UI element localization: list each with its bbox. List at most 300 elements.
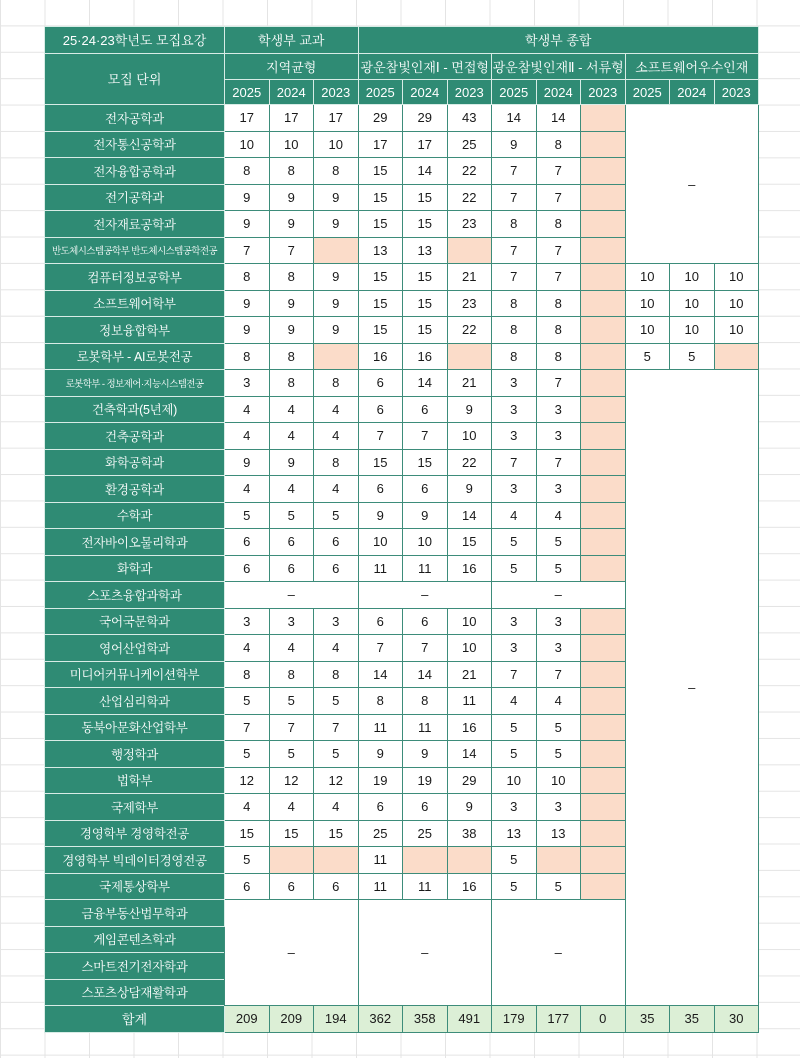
value-cell [581, 635, 626, 662]
value-cell: 12 [225, 767, 270, 794]
year-header: 2024 [403, 80, 448, 105]
value-cell: 25 [358, 820, 403, 847]
value-cell: 6 [358, 476, 403, 503]
value-cell: 7 [269, 237, 314, 264]
dash-cell: – [225, 582, 359, 609]
value-cell: 25 [403, 820, 448, 847]
table-row [45, 343, 759, 370]
table-row [45, 290, 759, 317]
value-cell: 15 [403, 211, 448, 238]
value-cell: 7 [358, 423, 403, 450]
total-cell: 30 [714, 1006, 759, 1033]
value-cell [581, 688, 626, 715]
value-cell: 9 [269, 290, 314, 317]
value-cell: 15 [403, 290, 448, 317]
year-header: 2025 [225, 80, 270, 105]
value-cell: 17 [358, 131, 403, 158]
value-cell: 8 [536, 131, 581, 158]
value-cell [581, 105, 626, 132]
value-cell: 10 [714, 317, 759, 344]
value-cell: 4 [269, 794, 314, 821]
year-header: 2023 [314, 80, 359, 105]
dept-name: 전자재료공학과 [45, 211, 225, 238]
value-cell: 5 [225, 502, 270, 529]
value-cell: 10 [714, 290, 759, 317]
value-cell: 3 [225, 370, 270, 397]
value-cell: 14 [403, 370, 448, 397]
value-cell: 16 [447, 714, 492, 741]
year-header: 2023 [714, 80, 759, 105]
value-cell: 5 [269, 688, 314, 715]
value-cell: 10 [536, 767, 581, 794]
value-cell: 6 [403, 396, 448, 423]
value-cell [581, 555, 626, 582]
value-cell [581, 317, 626, 344]
dept-name: 환경공학과 [45, 476, 225, 503]
sub-header-myeonjeop: 광운참빛인재Ⅰ - 면접형 [358, 53, 492, 80]
dept-name: 반도체시스템공학부 반도체시스템공학전공 [45, 237, 225, 264]
value-cell [581, 423, 626, 450]
value-cell: 16 [403, 343, 448, 370]
value-cell: 16 [358, 343, 403, 370]
dept-name: 건축공학과 [45, 423, 225, 450]
value-cell: 8 [492, 317, 537, 344]
year-header: 2025 [358, 80, 403, 105]
year-header: 2025 [625, 80, 670, 105]
value-cell: 5 [314, 741, 359, 768]
value-cell: 3 [492, 423, 537, 450]
value-cell: 10 [447, 423, 492, 450]
value-cell: 4 [536, 502, 581, 529]
value-cell [314, 237, 359, 264]
value-cell: 12 [269, 767, 314, 794]
total-row [45, 1006, 759, 1033]
value-cell: 9 [225, 184, 270, 211]
value-cell: 10 [670, 290, 715, 317]
dash-cell: – [358, 582, 492, 609]
value-cell: 7 [492, 449, 537, 476]
value-cell: 5 [492, 555, 537, 582]
value-cell: 5 [314, 502, 359, 529]
value-cell: 19 [403, 767, 448, 794]
value-cell: 7 [536, 237, 581, 264]
dept-name: 동북아문화산업학부 [45, 714, 225, 741]
value-cell: 13 [492, 820, 537, 847]
value-cell [581, 502, 626, 529]
table-row [45, 264, 759, 291]
year-header: 2023 [581, 80, 626, 105]
value-cell: 6 [225, 529, 270, 556]
value-cell: 8 [269, 370, 314, 397]
value-cell: 22 [447, 317, 492, 344]
value-cell [581, 184, 626, 211]
value-cell: 8 [269, 264, 314, 291]
dept-name: 컴퓨터정보공학부 [45, 264, 225, 291]
value-cell: 9 [225, 290, 270, 317]
value-cell: 10 [625, 317, 670, 344]
value-cell: 15 [358, 184, 403, 211]
value-cell: 4 [225, 423, 270, 450]
value-cell [581, 714, 626, 741]
value-cell: 4 [314, 635, 359, 662]
value-cell: 22 [447, 184, 492, 211]
sub-header-seoryu: 광운참빛인재Ⅱ - 서류형 [492, 53, 626, 80]
value-cell: 6 [269, 529, 314, 556]
value-cell: 8 [225, 343, 270, 370]
value-cell [581, 211, 626, 238]
dept-name: 전기공학과 [45, 184, 225, 211]
value-cell: 11 [403, 873, 448, 900]
value-cell: 12 [314, 767, 359, 794]
value-cell: 3 [536, 396, 581, 423]
value-cell: 7 [492, 184, 537, 211]
dept-name: 스마트전기전자학과 [45, 953, 225, 980]
sub-header-software: 소프트웨어우수인재 [625, 53, 759, 80]
value-cell: 11 [358, 873, 403, 900]
value-cell: 15 [447, 529, 492, 556]
value-cell [581, 343, 626, 370]
value-cell: 9 [225, 317, 270, 344]
value-cell: 9 [403, 741, 448, 768]
value-cell [581, 767, 626, 794]
value-cell: 10 [625, 290, 670, 317]
value-cell: 10 [625, 264, 670, 291]
value-cell: 9 [358, 741, 403, 768]
value-cell: 4 [314, 794, 359, 821]
value-cell: 21 [447, 661, 492, 688]
value-cell: 6 [403, 608, 448, 635]
value-cell: 14 [358, 661, 403, 688]
value-cell: 5 [314, 688, 359, 715]
dept-name: 로봇학부 - AI로봇전공 [45, 343, 225, 370]
value-cell: 10 [358, 529, 403, 556]
value-cell: 8 [225, 264, 270, 291]
value-cell: 10 [403, 529, 448, 556]
value-cell: 8 [492, 290, 537, 317]
dept-name: 게임콘텐츠학과 [45, 926, 225, 953]
dash-cell: – [625, 370, 759, 1006]
value-cell: 5 [536, 555, 581, 582]
value-cell: 4 [269, 396, 314, 423]
dash-cell: – [225, 900, 359, 1006]
table-row [45, 317, 759, 344]
sub-header-jiyeok: 지역균형 [225, 53, 359, 80]
value-cell: 8 [536, 317, 581, 344]
year-header: 2025 [492, 80, 537, 105]
group-header-jonghap: 학생부 종합 [358, 27, 759, 54]
value-cell: 9 [269, 449, 314, 476]
value-cell: 8 [492, 343, 537, 370]
value-cell: 7 [536, 661, 581, 688]
value-cell: 23 [447, 290, 492, 317]
total-cell: 0 [581, 1006, 626, 1033]
value-cell: 9 [314, 290, 359, 317]
value-cell: 3 [492, 476, 537, 503]
value-cell: 7 [492, 264, 537, 291]
value-cell: 9 [447, 396, 492, 423]
value-cell: 15 [225, 820, 270, 847]
value-cell [714, 343, 759, 370]
value-cell: 9 [358, 502, 403, 529]
dept-name: 스포츠융합과학과 [45, 582, 225, 609]
dept-name: 스포츠상담재활학과 [45, 979, 225, 1006]
value-cell: 9 [269, 317, 314, 344]
value-cell: 23 [447, 211, 492, 238]
value-cell [447, 343, 492, 370]
value-cell: 6 [269, 555, 314, 582]
value-cell: 6 [314, 873, 359, 900]
dept-name: 전자융합공학과 [45, 158, 225, 185]
value-cell: 21 [447, 370, 492, 397]
value-cell: 7 [536, 449, 581, 476]
dept-name: 국제학부 [45, 794, 225, 821]
value-cell: 8 [269, 343, 314, 370]
value-cell: 6 [225, 873, 270, 900]
value-cell: 9 [314, 184, 359, 211]
value-cell [581, 529, 626, 556]
dept-name: 국제통상학부 [45, 873, 225, 900]
value-cell: 4 [492, 688, 537, 715]
value-cell: 15 [403, 264, 448, 291]
value-cell: 9 [269, 184, 314, 211]
value-cell: 5 [492, 873, 537, 900]
value-cell: 13 [536, 820, 581, 847]
total-cell: 358 [403, 1006, 448, 1033]
value-cell: 5 [492, 529, 537, 556]
year-header: 2024 [670, 80, 715, 105]
value-cell: 6 [269, 873, 314, 900]
value-cell: 10 [714, 264, 759, 291]
value-cell: 11 [403, 555, 448, 582]
value-cell [581, 237, 626, 264]
value-cell: 5 [492, 847, 537, 874]
group-header-gyogwa: 학생부 교과 [225, 27, 359, 54]
value-cell: 7 [225, 237, 270, 264]
value-cell [581, 661, 626, 688]
value-cell: 15 [358, 264, 403, 291]
admission-quota-table [44, 26, 759, 1033]
value-cell: 5 [225, 688, 270, 715]
total-cell: 177 [536, 1006, 581, 1033]
value-cell: 22 [447, 449, 492, 476]
value-cell: 5 [670, 343, 715, 370]
value-cell: 4 [314, 423, 359, 450]
value-cell: 3 [536, 608, 581, 635]
value-cell: 6 [358, 794, 403, 821]
total-cell: 209 [269, 1006, 314, 1033]
unit-header: 모집 단위 [45, 53, 225, 105]
dash-cell: – [358, 900, 492, 1006]
value-cell: 15 [403, 317, 448, 344]
value-cell: 9 [314, 317, 359, 344]
value-cell [581, 608, 626, 635]
value-cell: 13 [358, 237, 403, 264]
value-cell: 15 [358, 449, 403, 476]
value-cell: 8 [269, 158, 314, 185]
year-header: 2024 [536, 80, 581, 105]
value-cell: 7 [536, 184, 581, 211]
value-cell: 17 [403, 131, 448, 158]
value-cell [581, 370, 626, 397]
dept-name: 전자바이오물리학과 [45, 529, 225, 556]
total-cell: 179 [492, 1006, 537, 1033]
value-cell: 8 [225, 158, 270, 185]
value-cell: 4 [492, 502, 537, 529]
value-cell: 21 [447, 264, 492, 291]
value-cell: 15 [358, 290, 403, 317]
value-cell: 14 [536, 105, 581, 132]
value-cell: 43 [447, 105, 492, 132]
value-cell: 14 [403, 661, 448, 688]
value-cell: 7 [536, 264, 581, 291]
value-cell: 16 [447, 873, 492, 900]
value-cell: 4 [225, 635, 270, 662]
value-cell: 7 [492, 661, 537, 688]
dept-name: 로봇학부 - 정보제어·지능시스템전공 [45, 370, 225, 397]
value-cell: 14 [447, 502, 492, 529]
value-cell: 14 [403, 158, 448, 185]
value-cell: 9 [447, 476, 492, 503]
dash-cell: – [492, 900, 626, 1006]
value-cell [581, 264, 626, 291]
year-header: 2024 [269, 80, 314, 105]
value-cell [581, 449, 626, 476]
value-cell [581, 794, 626, 821]
dept-name: 영어산업학과 [45, 635, 225, 662]
value-cell: 8 [314, 661, 359, 688]
value-cell: 3 [225, 608, 270, 635]
total-cell: 35 [670, 1006, 715, 1033]
value-cell [447, 237, 492, 264]
value-cell: 17 [269, 105, 314, 132]
value-cell: 5 [536, 529, 581, 556]
value-cell: 9 [492, 131, 537, 158]
dept-name: 국어국문학과 [45, 608, 225, 635]
table-row [45, 105, 759, 132]
value-cell: 8 [403, 688, 448, 715]
value-cell: 6 [358, 396, 403, 423]
total-label: 합계 [45, 1006, 225, 1033]
value-cell: 10 [447, 608, 492, 635]
value-cell: 7 [269, 714, 314, 741]
value-cell: 4 [225, 396, 270, 423]
value-cell: 4 [225, 476, 270, 503]
value-cell [581, 820, 626, 847]
value-cell: 14 [492, 105, 537, 132]
value-cell: 7 [492, 158, 537, 185]
value-cell: 8 [314, 449, 359, 476]
value-cell [581, 158, 626, 185]
total-cell: 194 [314, 1006, 359, 1033]
value-cell: 17 [225, 105, 270, 132]
value-cell [403, 847, 448, 874]
value-cell: 16 [447, 555, 492, 582]
value-cell: 7 [403, 423, 448, 450]
value-cell: 9 [314, 211, 359, 238]
value-cell: 5 [492, 741, 537, 768]
value-cell: 6 [358, 370, 403, 397]
value-cell: 8 [314, 370, 359, 397]
value-cell: 15 [403, 184, 448, 211]
year-header: 2023 [447, 80, 492, 105]
value-cell: 9 [314, 264, 359, 291]
value-cell: 10 [492, 767, 537, 794]
value-cell: 5 [269, 741, 314, 768]
value-cell: 17 [314, 105, 359, 132]
dash-cell: – [625, 105, 759, 264]
value-cell [581, 476, 626, 503]
value-cell: 29 [447, 767, 492, 794]
value-cell: 8 [492, 211, 537, 238]
value-cell: 11 [447, 688, 492, 715]
dept-name: 소프트웨어학부 [45, 290, 225, 317]
dept-name: 정보융합학부 [45, 317, 225, 344]
value-cell: 10 [225, 131, 270, 158]
value-cell: 3 [536, 476, 581, 503]
value-cell: 4 [314, 396, 359, 423]
value-cell: 7 [492, 237, 537, 264]
value-cell: 5 [625, 343, 670, 370]
value-cell: 8 [314, 158, 359, 185]
value-cell: 13 [403, 237, 448, 264]
dept-name: 법학부 [45, 767, 225, 794]
value-cell: 9 [403, 502, 448, 529]
value-cell: 10 [447, 635, 492, 662]
value-cell: 10 [269, 131, 314, 158]
table-title: 25·24·23학년도 모집요강 [45, 27, 225, 54]
value-cell [581, 396, 626, 423]
value-cell: 3 [492, 794, 537, 821]
dept-name: 산업심리학과 [45, 688, 225, 715]
value-cell: 5 [225, 741, 270, 768]
total-cell: 35 [625, 1006, 670, 1033]
value-cell [447, 847, 492, 874]
total-cell: 209 [225, 1006, 270, 1033]
value-cell: 7 [314, 714, 359, 741]
dept-name: 화학공학과 [45, 449, 225, 476]
dept-name: 전자공학과 [45, 105, 225, 132]
value-cell: 4 [269, 635, 314, 662]
value-cell: 3 [492, 608, 537, 635]
dept-name: 수학과 [45, 502, 225, 529]
total-cell: 491 [447, 1006, 492, 1033]
value-cell: 11 [403, 714, 448, 741]
value-cell: 8 [536, 290, 581, 317]
value-cell: 10 [314, 131, 359, 158]
value-cell: 7 [536, 370, 581, 397]
value-cell: 9 [225, 211, 270, 238]
value-cell: 15 [403, 449, 448, 476]
value-cell [581, 847, 626, 874]
value-cell: 3 [492, 396, 537, 423]
value-cell: 5 [536, 714, 581, 741]
value-cell: 6 [225, 555, 270, 582]
value-cell: 11 [358, 714, 403, 741]
dept-name: 금융부동산법무학과 [45, 900, 225, 927]
value-cell: 6 [314, 529, 359, 556]
value-cell: 7 [403, 635, 448, 662]
value-cell: 10 [670, 317, 715, 344]
dept-name: 화학과 [45, 555, 225, 582]
value-cell: 15 [358, 158, 403, 185]
value-cell: 9 [269, 211, 314, 238]
value-cell: 19 [358, 767, 403, 794]
value-cell: 14 [447, 741, 492, 768]
value-cell [314, 343, 359, 370]
value-cell [581, 741, 626, 768]
value-cell: 3 [492, 370, 537, 397]
value-cell: 7 [225, 714, 270, 741]
